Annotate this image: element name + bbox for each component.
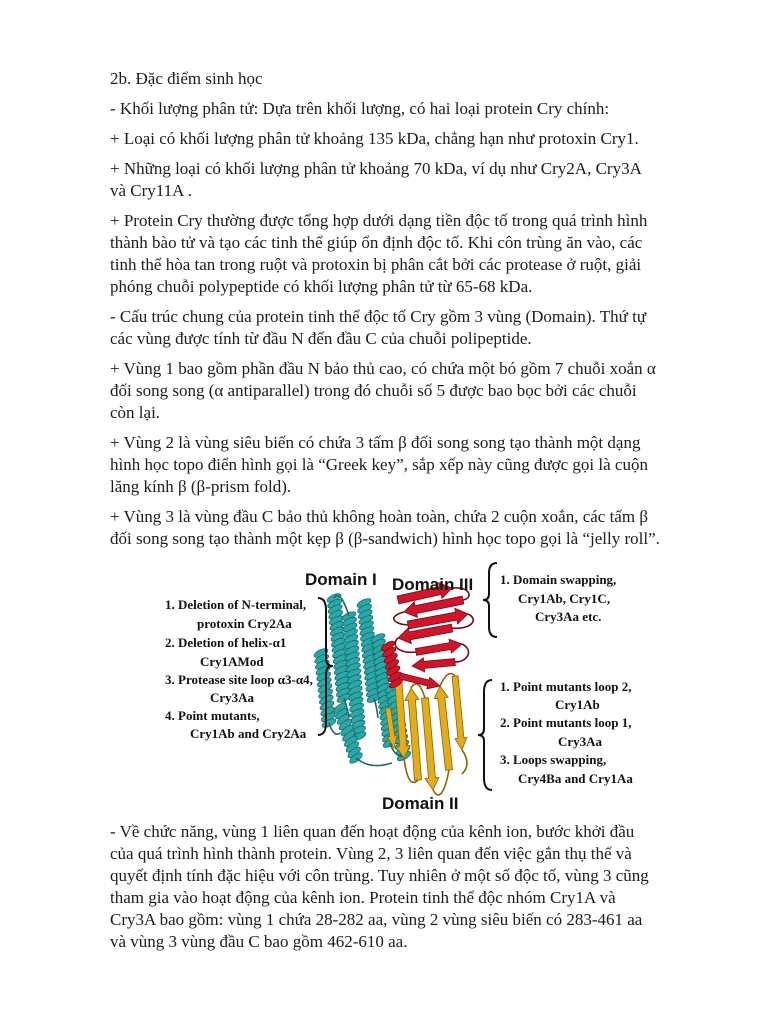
beta-strand	[434, 686, 452, 770]
paragraph-line: của quá trình hình thành protein. Vùng 2, 3 liên quan đến việc gắn thụ thể và	[110, 844, 632, 863]
beta-strand	[415, 639, 462, 655]
paragraph-line: và Cry11A .	[110, 181, 193, 200]
right-bottom-notes-bracket	[478, 680, 492, 790]
beta-strand	[412, 658, 455, 672]
paragraph	[110, 98, 660, 120]
paragraph	[110, 158, 660, 202]
paragraph	[110, 821, 649, 953]
cry-protein-domain-figure	[0, 558, 768, 820]
paragraph-line: + Protein Cry thường được tổng hợp dưới dạng tiền độc tố trong quá trình hình	[110, 211, 648, 230]
paragraph-line: tinh thể hòa tan trong ruột và protoxin bị phân cắt bởi các protease ở ruột, giải	[110, 255, 642, 274]
text-section-top	[110, 68, 660, 558]
section-title	[110, 68, 660, 90]
left-note-line: Cry1Ab and Cry2Aa	[190, 726, 307, 741]
paragraph-line: quyết định tính đặc hiệu với côn trùng. Tuy nhiên ở một số độc tố, vùng 3 cũng	[110, 866, 649, 885]
paragraph-line: đối song song tạo thành một kẹp β (β-sandwich) hình học topo gọi là “jelly roll”.	[110, 529, 660, 548]
left-note-line: Cry3Aa	[210, 690, 255, 705]
domain-iii-structure	[380, 583, 473, 690]
paragraph-line: - Cấu trúc chung của protein tinh thể độc tố Cry gồm 3 vùng (Domain). Thứ tự	[110, 307, 647, 326]
paragraph	[110, 128, 660, 150]
right-bottom-note-line: Cry4Ba and Cry1Aa	[518, 771, 633, 786]
paragraph-line: lăng kính β (β-prism fold).	[110, 477, 292, 496]
paragraph-line: thành bào tử và tạo các tinh thể giúp ổn định độc tố. Khi côn trùng ăn vào, các	[110, 233, 643, 252]
paragraph	[110, 306, 660, 350]
beta-strand	[452, 676, 467, 750]
domain-ii-label: Domain II	[382, 794, 459, 813]
paragraph-line: + Loại có khối lượng phân tử khoảng 135 kDa, chẳng hạn như protoxin Cry1.	[110, 129, 639, 148]
paragraph-line: + Vùng 1 bao gồm phần đầu N bảo thủ cao, có chứa một bó gồm 7 chuỗi xoắn α	[110, 359, 656, 378]
left-note-line: 1. Deletion of N-terminal,	[165, 597, 307, 612]
loop	[356, 758, 392, 766]
protein-structure-figure	[0, 558, 768, 820]
right-top-note-line: 1. Domain swapping,	[500, 572, 617, 587]
paragraph-line: + Vùng 3 là vùng đầu C bảo thủ không hoàn toàn, chứa 2 cuộn xoắn, các tấm β	[110, 507, 648, 526]
loop	[394, 612, 408, 625]
left-note-line: 2. Deletion of helix-α1	[165, 635, 287, 650]
paragraph-line: + Vùng 2 là vùng siêu biến có chứa 3 tấm β đối song song tạo thành một dạng	[110, 433, 641, 452]
paragraph-line: và vùng 3 vùng đầu C bao gồm 462-610 aa.	[110, 932, 408, 951]
domain-iii-label: Domain III	[392, 575, 474, 594]
paragraph-line: - Khối lượng phân tử: Dựa trên khối lượng, có hai loại protein Cry chính:	[110, 99, 610, 118]
beta-strand	[422, 698, 439, 790]
right-top-notes-bracket	[483, 563, 497, 637]
paragraph-line: các vùng được tính từ đầu N đến đầu C của chuỗi polipeptide.	[110, 329, 532, 348]
right-bottom-note-line: Cry3Aa	[558, 734, 603, 749]
right-bottom-note-line: 2. Point mutants loop 1,	[500, 715, 632, 730]
text-section-bottom	[110, 821, 649, 961]
right-top-note-line: Cry1Ab, Cry1C,	[518, 591, 611, 606]
paragraph-line: hình học topo điển hình gọi là “Greek key”, sắp xếp này cũng được gọi là cuộn	[110, 455, 648, 474]
paragraph	[110, 210, 660, 298]
paragraph-line: - Về chức năng, vùng 1 liên quan đến hoạt động của kênh ion, bước khởi đầu	[110, 822, 635, 841]
right-bottom-note-line: 1. Point mutants loop 2,	[500, 679, 632, 694]
paragraph	[110, 432, 660, 498]
paragraph-line: đối song song (α antiparallel) trong đó chuỗi số 5 được bao bọc bởi các chuỗi	[110, 381, 637, 400]
domain-i-label: Domain I	[305, 570, 377, 589]
left-note-line: Cry1AMod	[200, 654, 264, 669]
section-title-text: 2b. Đặc điểm sinh học	[110, 69, 263, 88]
paragraph-line: + Những loại có khối lượng phân tử khoảng 70 kDa, ví dụ như Cry2A, Cry3A	[110, 159, 642, 178]
right-bottom-note-line: Cry1Ab	[555, 697, 600, 712]
right-bottom-note-line: 3. Loops swapping,	[500, 752, 607, 767]
loop	[462, 750, 467, 774]
beta-strand	[405, 688, 422, 780]
beta-strand	[398, 624, 453, 644]
right-top-note-line: Cry3Aa etc.	[535, 609, 602, 624]
paragraph-line: còn lại.	[110, 403, 161, 422]
paragraph-line: Cry3A bao gồm: vùng 1 chứa 28-282 aa, vùng 2 vùng siêu biến có 283-461 aa	[110, 910, 643, 929]
left-note-line: 3. Protease site loop α3-α4,	[165, 672, 313, 687]
paragraph	[110, 506, 660, 550]
left-note-line: protoxin Cry2Aa	[197, 616, 292, 631]
left-note-line: 4. Point mutants,	[165, 708, 260, 723]
paragraph	[110, 358, 660, 424]
paragraph-line: tham gia vào hoạt động của kênh ion. Protein tinh thể độc nhóm Cry1A và	[110, 888, 616, 907]
paragraph-line: phóng chuỗi polypeptide có khối lượng phân tử từ 65-68 kDa.	[110, 277, 533, 296]
